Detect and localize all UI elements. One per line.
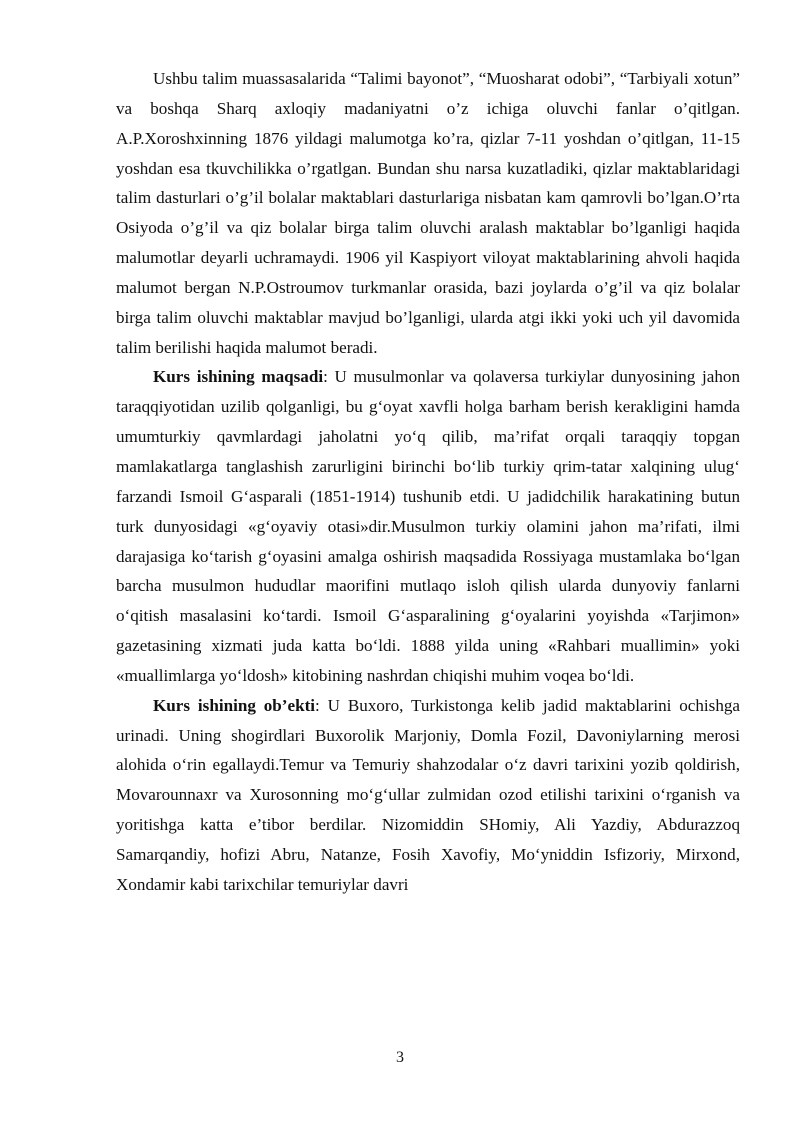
object-heading: Kurs ishining ob’ekti bbox=[153, 695, 316, 715]
paragraph-intro bbox=[116, 64, 740, 362]
paragraph-object bbox=[116, 691, 740, 900]
purpose-heading: Kurs ishining maqsadi bbox=[153, 367, 324, 387]
page-number: 3 bbox=[396, 1049, 404, 1066]
paragraph-intro-text: Ushbu talim muassasalarida “Talimi bayonot”, “Muosharat odobi”, “Tarbiyali xotun” va boshqa Sharq axloqiy madaniyatni o’z ichiga oluvchi fanlar o’qitlgan. A.P.Xoroshxinning 1876 yildagi malumotga ko’ra, qizlar 7-11 yoshdan o’qitlgan, 11-15 yoshdan esa tkuvchilikka o’rgatlgan. Bundan shu narsa kuzatladiki, qizlar maktablaridagi talim dasturlari o’g’il bolalar maktablari dasturlariga nisbatan kam qamrovli bo’lgan.O’rta Osiyoda o’g’il va qiz bolalar birga talim oluvchi aralash maktablar bo’lganligi haqida malumotlar deyarli uchramaydi. 1906 yil Kaspiyort viloyat maktablarining ahvoli haqida malumot bergan N.P.Ostroumov turkmanlar orasida, bazi joylarda o’g’il va qiz bolalar birga talim oluvchi maktablar mavjud bo’lganligi, ularda atgi ikki yoki uch yil davomida talim berilishi haqida malumot beradi. bbox=[116, 69, 740, 357]
paragraph-object-text: : U Buxoro, Turkistonga kelib jadid maktablarini ochishga urinadi. Uning shogirdlari Buxorolik Marjoniy, Domla Fozil, Davoniylarning merosi alohida o‘rin egallaydi.Temur va Temuriy shahzodalar o‘z davri tarixini yozib qoldirish, Movarounnaxr va Xurosonning mo‘g‘ullar zulmidan ozod etilishi tarixini o‘rganish va yoritishga katta e’tibor berdilar. Nizomiddin SHomiy, Ali Yazdiy, Abdurazzoq Samarqandiy, hofizi Abru, Natanze, Fosih Xavofiy, Mo‘yniddin Isfizoriy, Mirxond, Xondamir kabi tarixchilar temuriylar davri bbox=[116, 695, 740, 894]
paragraph-purpose bbox=[116, 362, 740, 690]
paragraph-purpose-text: : U musulmonlar va qolaversa turkiylar dunyosining jahon taraqqiyotidan uzilib qolganligi, bu g‘oyat xavfli holga barham berish kerakligini hamda umumturkiy qavmlardagi jaholatni yo‘q qilib, ma’rifat orqali taraqqiy topgan mamlakatlarga tanglashish zarurligini birinchi bo‘lib turkiy qrim-tatar xalqining ulug‘ farzandi Ismoil G‘asparali (1851-1914) tushunib etdi. U jadidchilik harakatining butun turk dunyosidagi «g‘oyaviy otasi»dir.Musulmon turkiy olamini jahon ma’rifati, ilmi darajasiga ko‘tarish g‘oyasini amalga oshirish maqsadida Rossiyaga mustamlaka bo‘lgan barcha musulmon hududlar maorifini mutlaqo isloh qilish ularda dunyoviy fanlarni o‘qitish masalasini ko‘tardi. Ismoil G‘asparalining g‘oyalarini yoyishda «Tarjimon» gazetasining xizmati juda katta bo‘ldi. 1888 yilda uning «Rahbari muallimin» yoki «muallimlarga yo‘ldosh» kitobining nashrdan chiqishi muhim voqea bo‘ldi. bbox=[116, 367, 740, 685]
body-text bbox=[116, 64, 740, 900]
